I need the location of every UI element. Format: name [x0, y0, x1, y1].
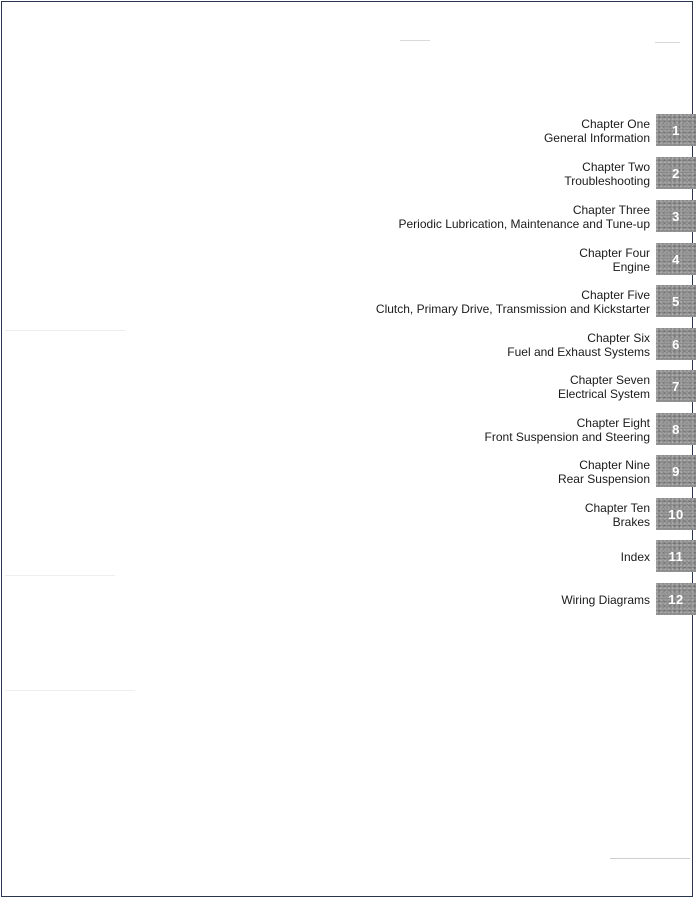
toc-entry-text: [376, 285, 650, 319]
toc-entry-chapter-2[interactable]: [276, 157, 696, 191]
toc-entry-chapter-9[interactable]: [276, 455, 696, 489]
chapter-tab[interactable]: 1: [656, 114, 696, 146]
toc-entry-text: [561, 583, 650, 617]
toc-entry-chapter-10[interactable]: [276, 498, 696, 532]
chapter-number-label: Chapter One: [581, 117, 650, 131]
toc-entry-text: [579, 243, 650, 277]
chapter-title: Engine: [612, 260, 650, 274]
chapter-number-label: Chapter Three: [572, 203, 650, 217]
chapter-number-label: Chapter Four: [579, 246, 650, 260]
chapter-tab[interactable]: 7: [656, 370, 696, 402]
toc-entry-text: [558, 455, 650, 489]
chapter-tab[interactable]: 10: [656, 498, 696, 530]
chapter-title: Fuel and Exhaust Systems: [507, 345, 650, 359]
chapter-title: Front Suspension and Steering: [484, 430, 650, 444]
chapter-tab[interactable]: 4: [656, 243, 696, 275]
toc-entry-text: [485, 413, 650, 447]
toc-entry-text: [544, 114, 650, 148]
chapter-title: Electrical System: [557, 387, 650, 401]
toc-entry-wiring-diagrams[interactable]: [276, 583, 696, 617]
chapter-number-label: Chapter Seven: [569, 373, 650, 387]
chapter-tab[interactable]: 8: [656, 413, 696, 445]
chapter-number-label: Chapter Nine: [579, 458, 650, 472]
toc-entry-chapter-5[interactable]: [276, 285, 696, 319]
toc-entry-text: [399, 200, 651, 234]
section-title: Wiring Diagrams: [561, 593, 650, 607]
chapter-title: Periodic Lubrication, Maintenance and Tune-up: [398, 217, 650, 231]
section-tab[interactable]: 12: [656, 583, 696, 615]
chapter-tab[interactable]: 9: [656, 455, 696, 487]
chapter-title: General Information: [543, 131, 650, 145]
toc-entry-text: [621, 540, 650, 574]
toc-entry-text: [564, 157, 650, 191]
toc-entry-chapter-8[interactable]: [276, 413, 696, 447]
section-tab[interactable]: 11: [656, 540, 696, 572]
chapter-tab[interactable]: 2: [656, 157, 696, 189]
toc-entry-chapter-1[interactable]: [276, 114, 696, 148]
chapter-tab[interactable]: 6: [656, 328, 696, 360]
toc-entry-chapter-7[interactable]: [276, 370, 696, 404]
chapter-number-label: Chapter Five: [581, 288, 650, 302]
chapter-number-label: Chapter Ten: [584, 501, 650, 515]
toc-entry-text: [507, 328, 650, 362]
chapter-number-label: Chapter Six: [587, 331, 650, 345]
chapter-title: Rear Suspension: [557, 472, 650, 486]
toc-entry-text: [585, 498, 650, 532]
toc-entry-text: [558, 370, 650, 404]
chapter-number-label: Chapter Eight: [576, 416, 650, 430]
chapter-title: Brakes: [612, 515, 650, 529]
chapter-title: Troubleshooting: [564, 174, 650, 188]
toc-entry-chapter-6[interactable]: [276, 328, 696, 362]
toc-entry-chapter-3[interactable]: [276, 200, 696, 234]
toc-entry-chapter-4[interactable]: [276, 243, 696, 277]
chapter-tab[interactable]: 3: [656, 200, 696, 232]
chapter-number-label: Chapter Two: [582, 160, 650, 174]
section-title: Index: [620, 550, 650, 564]
toc-entry-index[interactable]: [276, 540, 696, 574]
chapter-tab[interactable]: 5: [656, 285, 696, 317]
chapter-title: Clutch, Primary Drive, Transmission and Kickstarter: [375, 302, 650, 316]
